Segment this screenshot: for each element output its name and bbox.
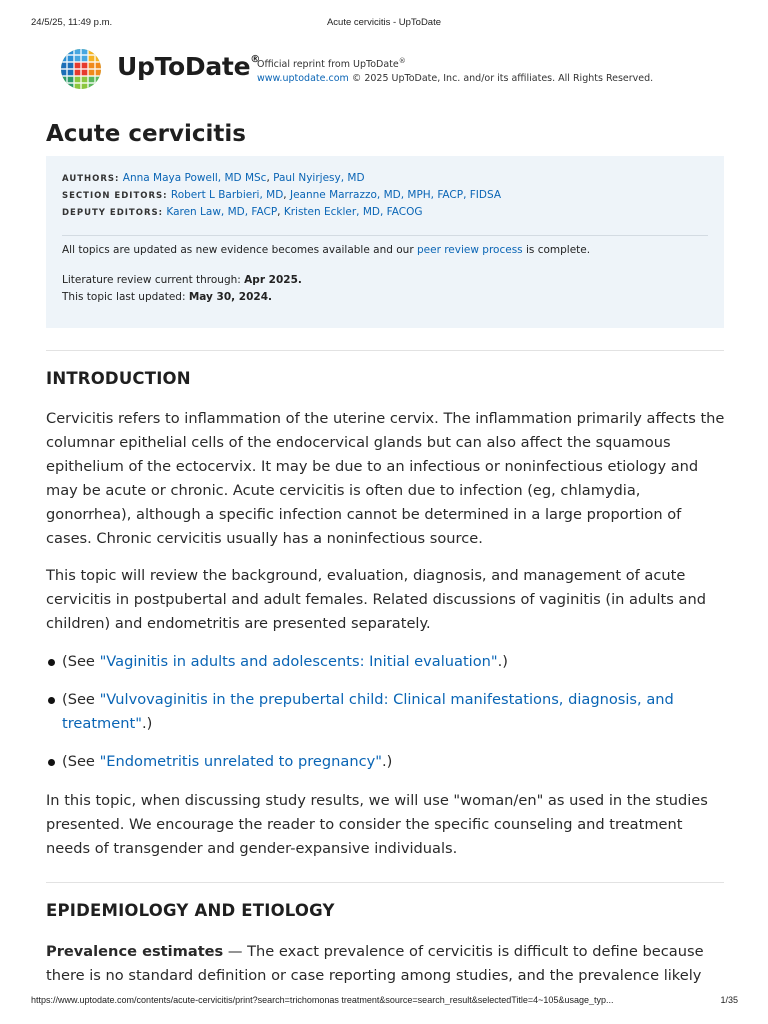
registered-mark: ® (250, 54, 260, 65)
section-divider (46, 882, 724, 883)
deputy-editor-link[interactable]: Karen Law, MD, FACP (166, 206, 278, 218)
prevalence-text: — The exact prevalence of cervicitis is difficult to define because there is no standard definition or case reporting among studies, and the prevalence likely (46, 943, 704, 984)
bullet-icon (48, 697, 55, 704)
separator: , (266, 172, 274, 184)
author-link[interactable]: Anna Maya Powell, MD MSc (122, 172, 267, 184)
list-item (46, 650, 726, 674)
topic-link-vaginitis[interactable]: "Vaginitis in adults and adolescents: Initial evaluation" (99, 653, 498, 670)
page-number: 1/35 (720, 995, 738, 1005)
see-prefix: (See (62, 753, 100, 770)
authors-line (62, 170, 708, 187)
update-text-end: is complete. (522, 244, 591, 256)
introduction-heading: INTRODUCTION (46, 369, 191, 388)
see-suffix: .) (497, 653, 508, 670)
reprint-notice (257, 54, 653, 86)
separator: , (277, 206, 284, 218)
meta-divider (62, 235, 708, 236)
update-text: All topics are updated as new evidence becomes available and our (62, 244, 417, 256)
print-url: https://www.uptodate.com/contents/acute-cervicitis/print?search=trichomonas treatment&source=search_result&selectedTitle=4~105&usage_typ... (31, 995, 614, 1005)
brand-name: UpToDate (117, 52, 251, 81)
last-updated-label: This topic last updated: (62, 291, 189, 303)
branding-header (60, 48, 720, 90)
site-link[interactable]: www.uptodate.com (257, 73, 349, 85)
intro-paragraph-2: This topic will review the background, evaluation, diagnosis, and management of acute cervicitis in postpubertal and adult females. Related discussions of vaginitis (in adults and children) and endometritis are presented separately. (46, 567, 706, 632)
section-editors-line (62, 187, 708, 204)
topic-link-vulvovaginitis[interactable]: "Vulvovaginitis in the prepubertal child: Clinical manifestations, diagnosis, and treatment" (62, 691, 674, 732)
last-updated-date: May 30, 2024 (188, 291, 269, 303)
lit-review-line (62, 272, 708, 289)
deputy-editor-link[interactable]: Kristen Eckler, MD, FACOG (283, 206, 423, 218)
print-date: 24/5/25, 11:49 p.m. (31, 17, 113, 28)
deputy-editors-label: DEPUTY EDITORS: (62, 208, 164, 218)
see-suffix: .) (381, 753, 393, 770)
bullet-icon (48, 659, 55, 666)
intro-paragraph-1: Cervicitis refers to inflammation of the uterine cervix. The inflammation primarily affects the columnar epithelial cells of the endocervical glands but can also affect the squamous epithelium of the ectocervix. It may be due to an infectious or noninfectious etiology and may be acute or chronic. Acute cervicitis is often due to infection (eg, chlamydia, gonorrhea), although a specific infection cannot be determined in a large proportion of cases. Chronic cervicitis usually has a noninfectious source. (46, 410, 725, 547)
print-header (0, 17, 768, 31)
topic-link-endometritis[interactable]: "Endometritis unrelated to pregnancy" (99, 753, 382, 770)
deputy-editors-line (62, 204, 708, 221)
see-prefix: (See (62, 653, 100, 670)
bullet-icon (48, 759, 55, 766)
period: . (268, 291, 273, 303)
print-footer (0, 995, 768, 1009)
print-title: Acute cervicitis - UpToDate (326, 17, 442, 28)
brand-wordmark (117, 52, 260, 81)
update-notice (62, 242, 708, 259)
lit-review-date: Apr 2025 (244, 274, 298, 286)
last-updated-line (62, 289, 708, 306)
author-link[interactable]: Paul Nyirjesy, MD (273, 172, 365, 184)
reprint-line: Official reprint from UpToDate (257, 59, 399, 71)
prevalence-subhead: Prevalence estimates (46, 943, 224, 960)
period: . (297, 274, 302, 286)
intro-paragraph-3: In this topic, when discussing study results, we will use "woman/en" as used in the studies presented. We encourage the reader to consider the specific counseling and treatment needs of transgender and gender-expansive individuals. (46, 792, 708, 857)
reprint-registered-mark: ® (398, 57, 406, 65)
topic-info-box (46, 156, 724, 328)
section-editor-link[interactable]: Jeanne Marrazzo, MD, MPH, FACP, FIDSA (289, 189, 502, 201)
lit-review-label: Literature review current through: (62, 274, 245, 286)
list-item (46, 688, 726, 736)
peer-review-link[interactable]: peer review process (416, 244, 523, 256)
uptodate-logo-icon (60, 48, 102, 90)
section-divider (46, 350, 724, 351)
section-editor-link[interactable]: Robert L Barbieri, MD (170, 189, 284, 201)
page-title: Acute cervicitis (46, 121, 246, 147)
see-prefix: (See (62, 691, 100, 708)
section-editors-label: SECTION EDITORS: (62, 191, 168, 201)
epidemiology-heading: EPIDEMIOLOGY AND ETIOLOGY (46, 901, 335, 920)
list-item (46, 750, 726, 774)
copyright: © 2025 UpToDate, Inc. and/or its affiliates. All Rights Reserved. (351, 73, 654, 85)
see-suffix: .) (141, 715, 153, 732)
prevalence-paragraph (46, 940, 726, 988)
authors-label: AUTHORS: (62, 174, 120, 184)
separator: , (283, 189, 290, 201)
